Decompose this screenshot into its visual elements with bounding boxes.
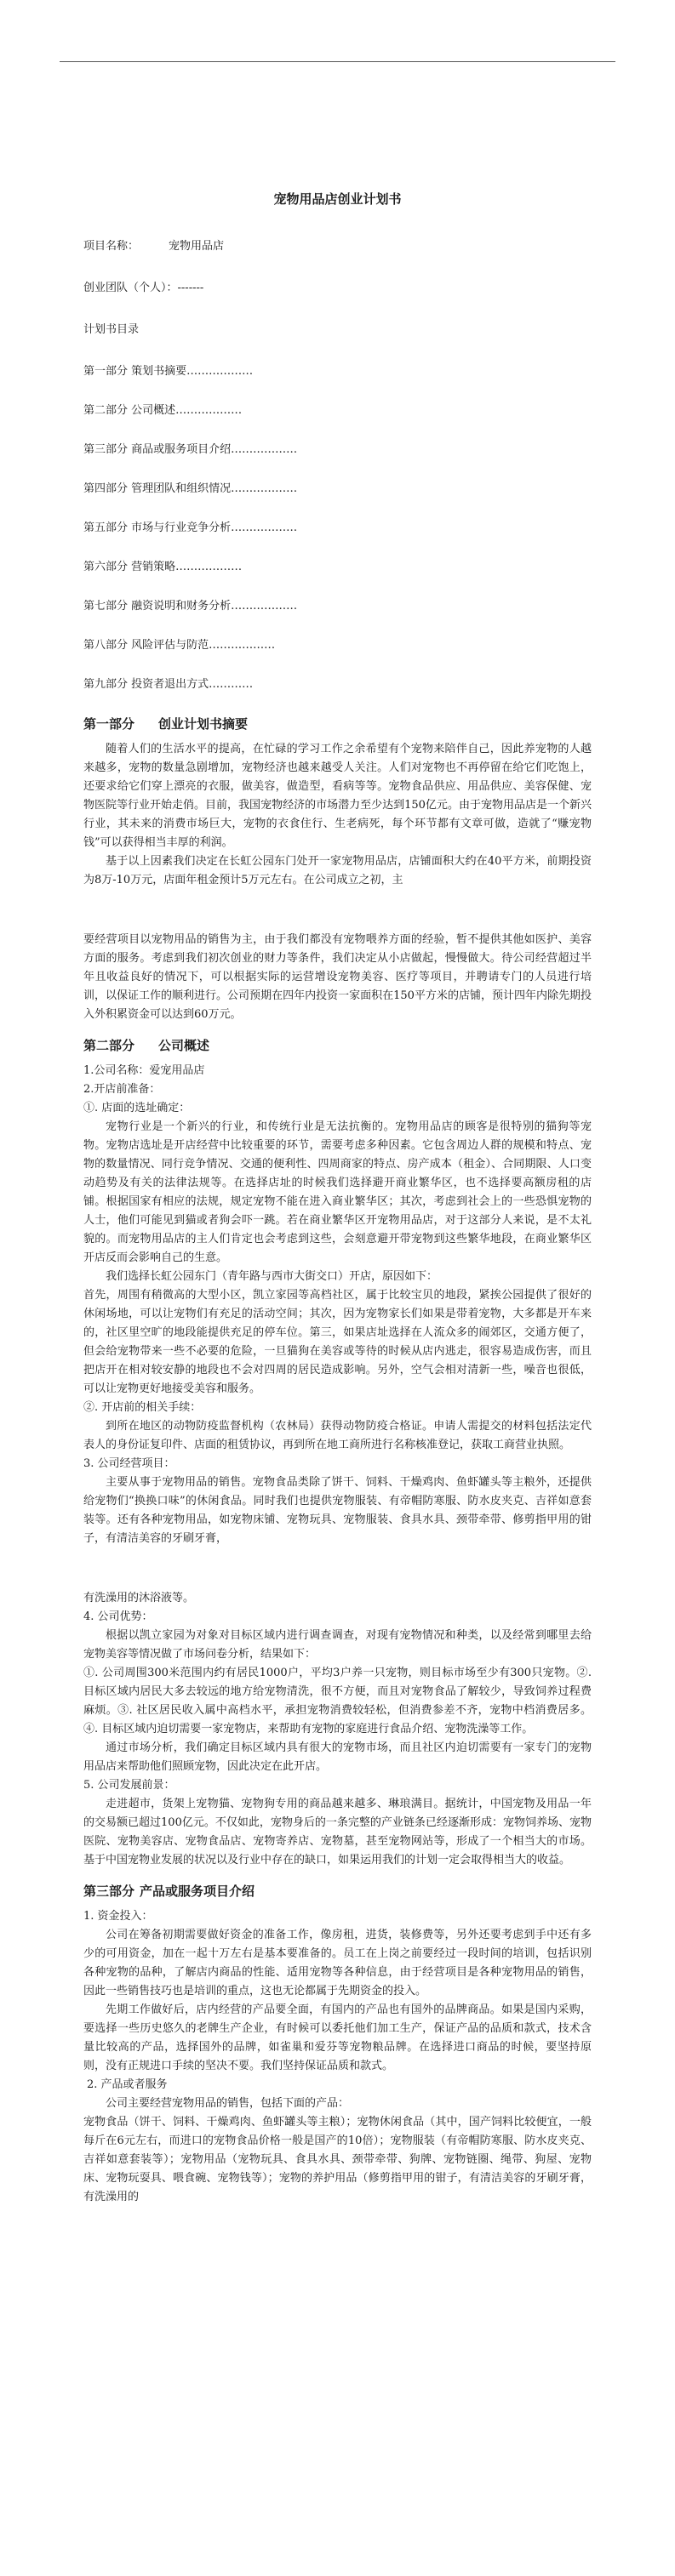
toc-item: 第四部分 管理团队和组织情况……………… <box>83 482 298 495</box>
project-name-line <box>83 237 592 256</box>
section-2-paragraph: 到所在地区的动物防疫监督机构（农林局）获得动物防疫合格证。申请人需提交的材料包括法定代表人的身份证复印件、店面的租赁协议，再到所在地工商所进行名称核准登记，获取工商营业执照。 <box>83 1420 592 1451</box>
toc-item: 第七部分 融资说明和财务分析……………… <box>83 600 298 613</box>
section-1-title: 创业计划书摘要 <box>158 716 249 732</box>
toc-item: 第五部分 市场与行业竞争分析……………… <box>83 521 298 534</box>
page-break <box>0 890 675 931</box>
investment-heading: 1. 资金投入： <box>83 1910 153 1923</box>
products-heading: 2. 产品或者服务 <box>87 2078 168 2091</box>
team-value: ------- <box>177 282 204 294</box>
site-selection-heading: ①. 店面的选址确定： <box>83 1102 191 1114</box>
page-break <box>0 1548 675 1589</box>
toc-item: 第一部分 策划书摘要……………… <box>83 365 254 378</box>
team-label: 创业团队（个人）： <box>83 282 178 294</box>
section-2-paragraph: 我们选择长虹公园东门（青年路与西市大街交口）开店，原因如下： <box>106 1270 438 1283</box>
cover-meta <box>83 237 592 694</box>
toc-title: 计划书目录 <box>83 323 140 336</box>
section-2-title: 公司概述 <box>158 1038 210 1053</box>
section-1-number: 第一部分 <box>83 716 135 732</box>
toc-item: 第三部分 商品或服务项目介绍……………… <box>83 443 298 456</box>
prospects-heading: 5. 公司发展前景： <box>83 1779 175 1792</box>
section-2-paragraph: 首先，周围有稍微高的大型小区，凯立家园等高档社区，属于比较宝贝的地段，紧挨公园提供了很好的休闲场地，可以让宠物们有充足的活动空间；其次，因为宠物家长们如果是带着宠物，大多都是开车来的，社区里空旷的地段能提供充足的停车位。第三，如果店址选择在人流众多的闹郊区，交通方便了，但会给宠物带来一些不必要的危险，一旦猫狗在美容或等待的时候从店内逃走，很容易造成伤害，而且把店开在相对较安静的地段也不会对四周的居民造成影响。另外，空气会相对清新一些，噪音也很低，可以让宠物更好地接受美容和服务。 <box>83 1289 592 1395</box>
section-3-heading <box>83 1882 592 1901</box>
section-3-title: 产品或服务项目介绍 <box>140 1884 255 1899</box>
section-2-number: 第二部分 <box>83 1038 135 1053</box>
toc-item: 第九部分 投资者退出方式………… <box>83 678 254 691</box>
preparation-line: 2.开店前准备： <box>83 1083 161 1096</box>
section-2-paragraph: 宠物行业是一个新兴的行业，和传统行业是无法抗衡的。宠物用品店的顾客是很特别的猫狗等宠物。宠物店选址是开店经营中比较重要的环节，需要考虑多种因素。它包含周边人群的规模和特点、宠物的数量情况、同行竞争情况、交通的便利性、四周商家的特点、房产成本（租金）、合同期限、人口变动趋势及有关的法律法规等。在选择店址的时候我们选择避开商业繁华区，也不选择要高额房租的店铺。根据国家有相应的法规，规定宠物不能在进入商业繁华区；其次，考虑到社会上的一些恐惧宠物的人士，他们可能见到猫或者狗会吓一跳。若在商业繁华区开宠物用品店，对于这部分人来说，是不太礼貌的。而宠物用品店的主人们肯定也会考虑到这些，会刻意避开带宠物到这些繁华地段，在商业繁华区开店反而会影响自己的生意。 <box>83 1120 592 1264</box>
section-3-number: 第三部分 <box>83 1884 135 1899</box>
toc-item: 第六部分 营销策略……………… <box>83 561 243 573</box>
section-2-paragraph: 走进超市，货架上宠物猫、宠物狗专用的商品越来越多、琳琅满目。据统计，中国宠物及用品一年的交易额已超过100亿元。不仅如此，宠物身后的一条完整的产业链条已经逐渐形成：宠物饲养场、宠物医院、宠物美容店、宠物食品店、宠物寄养店、宠物墓，甚至宠物网站等，形成了一个相当大的市场。基于中国宠物业发展的状况以及行业中存在的缺口，如果运用我们的计划一定会取得相当大的收益。 <box>83 1798 592 1866</box>
company-name-line: 1.公司名称：爱宠用品店 <box>83 1064 205 1077</box>
procedures-heading: ②. 开店前的相关手续： <box>83 1401 202 1414</box>
project-name-value: 宠物用品店 <box>169 240 225 253</box>
section-3-paragraph: 公司在筹备初期需要做好资金的准备工作，像房租，进货，装修费等，另外还要考虑到手中还有多少的可用资金，加在一起十万左右是基本要准备的。员工在上岗之前要经过一段时间的培训，包括识别各种宠物的品种，了解店内商品的性能、适用宠物等各种信息，由于经营项目是各种宠物用品的销售，因此一些销售技巧也是培训的重点，这也无论都属于先期资金的投入。 <box>83 1929 592 1998</box>
toc-item: 第八部分 风险评估与防范……………… <box>83 639 276 652</box>
section-2-paragraph: 主要从事于宠物用品的销售。宠物食品类除了饼干、饲料、干燥鸡肉、鱼虾罐头等主粮外，还提供给宠物们“换换口味”的休闲食品。同时我们也提供宠物服装、有帝帽防寒服、防水皮夹克、吉祥如意套装等。还有各种宠物用品，如宠物床铺、宠物玩具、宠物服装、食具水具、颈带牵带、修剪指甲用的钳子，有清洁美容的牙刷牙膏， <box>83 1476 592 1545</box>
header-rule <box>60 61 615 62</box>
table-of-contents <box>83 362 592 694</box>
advantages-heading: 4. 公司优势： <box>83 1610 153 1623</box>
document-title: 宠物用品店创业计划书 <box>273 191 402 207</box>
section-3-paragraph: 先期工作做好后，店内经营的产品要全面，有国内的产品也有国外的品牌商品。如果是国内采购，要选择一些历史悠久的老牌生产企业，有时候可以委托他们加工生产，保证产品的品质和款式，技术含量比较高的产品，选择国外的品牌，如雀巢和爱芬等宠物粮品牌。在选择进口商品的时候，要坚持原则，没有正规进口手续的坚决不要。我们坚持保证品质和款式。 <box>83 2003 592 2072</box>
team-line <box>83 279 592 298</box>
section-2-paragraph: 有洗澡用的沐浴液等。 <box>83 1592 195 1604</box>
section-1-paragraph: 基于以上因素我们决定在长虹公园东门处开一家宠物用品店，店铺面积大约在40平方米，前期投资为8万-10万元，店面年租金预计5万元左右。在公司成立之初，主 <box>83 855 592 886</box>
section-2-heading <box>83 1036 592 1055</box>
section-3-paragraph: 宠物食品（饼干、饲料、干燥鸡肉、鱼虾罐头等主粮）；宠物休闲食品（其中，国产饲料比较便宜，一般每斤在6元左右，而进口的宠物食品价格一般是国产的10倍）；宠物服装（有帝帽防寒服、防水皮夹克、吉祥如意套装等）；宠物用品（宠物玩具、食具水具、颈带牵带、狗牌、宠物链圈、绳带、狗屋、宠物床、宠物玩耍具、喂食碗、宠物钱等）；宠物的养护用品（修剪指甲用的钳子，有清洁美容的牙刷牙膏，有洗澡用的 <box>83 2116 592 2203</box>
section-2-paragraph: ①. 公司周围300米范围内约有居民1000户，平均3户养一只宠物，则目标市场至少有300只宠物。②. 目标区域内居民大多去较远的地方给宠物清洗，很不方便，而且对宠物食品了解较少，导致饲养过程费麻烦。③. 社区居民收入属中高档水平，承担宠物消费较轻松，但消费参差不齐，宠物中档消费居多。④. 目标区域内迫切需要一家宠物店，来帮助有宠物的家庭进行食品介绍、宠物洗澡等工作。 <box>83 1667 592 1735</box>
project-name-label: 项目名称： <box>83 240 140 253</box>
section-1-paragraph: 随着人们的生活水平的提高，在忙碌的学习工作之余希望有个宠物来陪伴自己，因此养宠物的人越来越多，宠物的数量急剧增加，宠物经济也越来越受人关注。人们对宠物也不再停留在给它们吃饱上，还要求给它们穿上漂亮的衣服，做美容，做造型，看病等等。宠物食品供应、用品供应、美容保健、宠物医院等行业开始走俏。目前，我国宠物经济的市场潜力至少达到150亿元。由于宠物用品店是一个新兴行业，其未来的消费市场巨大，宠物的衣食住行、生老病死，每个环节都有文章可做，造就了“赚宠物钱”可以获得相当丰厚的利润。 <box>83 743 592 849</box>
section-1-heading <box>83 715 592 733</box>
toc-item: 第二部分 公司概述……………… <box>83 404 243 417</box>
section-2-paragraph: 通过市场分析，我们确定目标区域内具有很大的宠物市场，而且社区内迫切需要有一家专门的宠物用品店来帮助他们照顾宠物，因此决定在此开店。 <box>83 1741 592 1773</box>
section-3-paragraph: 公司主要经营宠物用品的销售，包括下面的产品： <box>106 2097 350 2110</box>
business-items-heading: 3. 公司经营项目： <box>83 1457 175 1470</box>
section-1-paragraph: 要经营项目以宠物用品的销售为主，由于我们都没有宠物喂养方面的经验，暂不提供其他如医护、美容方面的服务。考虑到我们初次创业的财力等条件，我们决定从小店做起，慢慢做大。待公司经营超过半年且收益良好的情况下，可以根据实际的运营增设宠物美容、医疗等项目，并聘请专门的人员进行培训，以保证工作的顺利进行。公司预期在四年内投资一家面积在150平方米的店铺，预计四年内除先期投入外积累资金可以达到60万元。 <box>83 933 592 1021</box>
section-2-paragraph: 根据以凯立家园为对象对目标区域内进行调查调查，对现有宠物情况和种类，以及经常到哪里去给宠物美容等情况做了市场问卷分析，结果如下： <box>83 1629 592 1661</box>
